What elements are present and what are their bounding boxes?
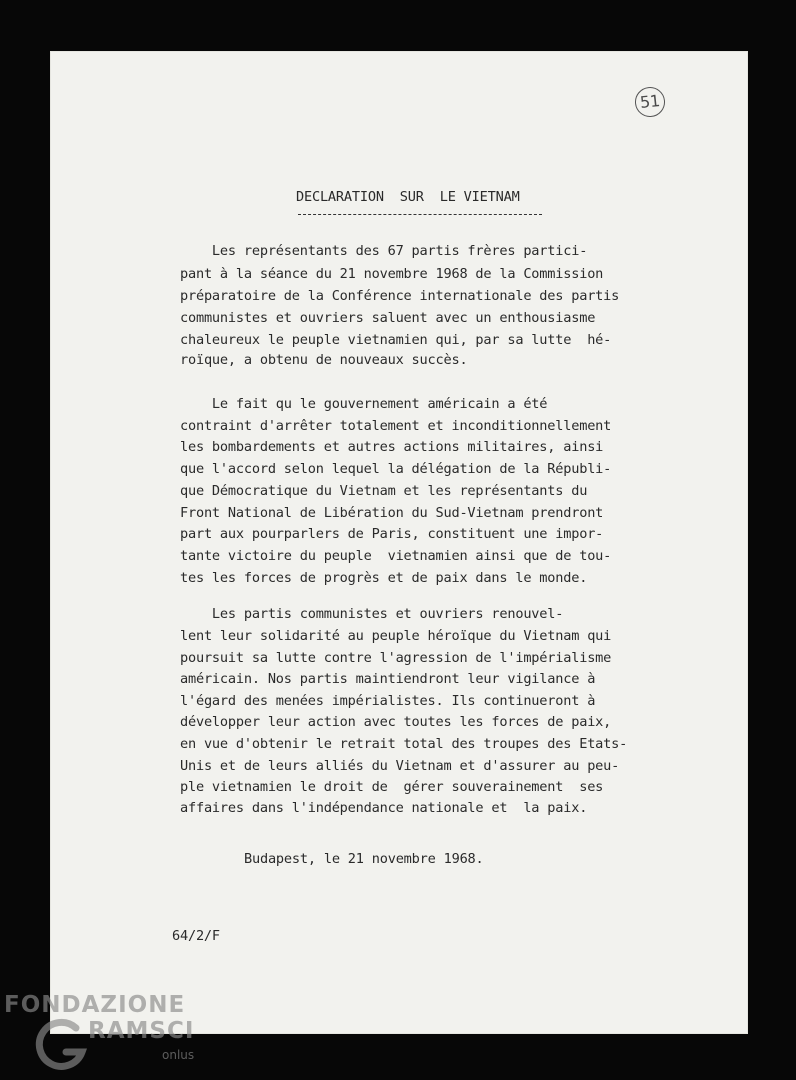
- paragraph-1-line: Les représentants des 67 partis frères partici-: [180, 243, 588, 259]
- paragraph-1-line: pant à la séance du 21 novembre 1968 de la Commission: [180, 266, 604, 282]
- title-underline: [298, 214, 542, 215]
- paragraph-2-line: les bombardements et autres actions militaires, ainsi: [180, 439, 604, 455]
- paragraph-2-line: que l'accord selon lequel la délégation de la Républi-: [180, 461, 612, 477]
- paragraph-2-line: tes les forces de progrès et de paix dans le monde.: [180, 570, 588, 586]
- document-page: [50, 51, 748, 1034]
- paragraph-1-line: communistes et ouvriers saluent avec un enthousiasme: [180, 310, 596, 326]
- watermark-subtitle: onlus: [162, 1048, 195, 1062]
- paragraph-2-line: que Démocratique du Vietnam et les représentants du: [180, 483, 588, 499]
- paragraph-2-line: Le fait qu le gouvernement américain a été: [180, 396, 548, 412]
- paragraph-1-line: préparatoire de la Conférence internationale des partis: [180, 288, 620, 304]
- paragraph-3-line: Unis et de leurs alliés du Vietnam et d'assurer au peu-: [180, 758, 620, 774]
- archive-watermark: [4, 992, 195, 1062]
- paragraph-3-line: lent leur solidarité au peuple héroïque du Vietnam qui: [180, 628, 612, 644]
- watermark-g-logo-icon: [32, 1014, 92, 1074]
- paragraph-1-line: chaleureux le peuple vietnamien qui, par sa lutte hé-: [180, 332, 612, 348]
- document-reference: 64/2/F: [172, 928, 220, 944]
- paragraph-2-line: part aux pourparlers de Paris, constituent une impor-: [180, 526, 604, 542]
- paragraph-3-line: ple vietnamien le droit de gérer souverainement ses: [180, 779, 604, 795]
- paragraph-2-line: contraint d'arrêter totalement et inconditionnellement: [180, 418, 612, 434]
- paragraph-3-line: développer leur action avec toutes les forces de paix,: [180, 714, 612, 730]
- paragraph-3-line: poursuit sa lutte contre l'agression de l'impérialisme: [180, 650, 612, 666]
- place-and-date: Budapest, le 21 novembre 1968.: [244, 851, 484, 867]
- paragraph-2-line: Front National de Libération du Sud-Vietnam prendront: [180, 505, 604, 521]
- paragraph-3-line: l'égard des menées impérialistes. Ils continueront à: [180, 693, 596, 709]
- paragraph-3-line: Les partis communistes et ouvriers renouvel-: [180, 606, 564, 622]
- page-number-circle: 51: [634, 86, 667, 119]
- document-title: DECLARATION SUR LE VIETNAM: [296, 189, 520, 205]
- paragraph-2-line: tante victoire du peuple vietnamien ainsi que de tou-: [180, 548, 612, 564]
- watermark-line-1: FONDAZIONE: [4, 992, 186, 1018]
- watermark-line-2: RAMSCI: [88, 1018, 195, 1044]
- paragraph-3-line: américain. Nos partis maintiendront leur vigilance à: [180, 671, 596, 687]
- paragraph-3-line: affaires dans l'indépendance nationale et la paix.: [180, 800, 588, 816]
- paragraph-1-line: roïque, a obtenu de nouveaux succès.: [180, 352, 468, 368]
- paragraph-3-line: en vue d'obtenir le retrait total des troupes des Etats-: [180, 736, 628, 752]
